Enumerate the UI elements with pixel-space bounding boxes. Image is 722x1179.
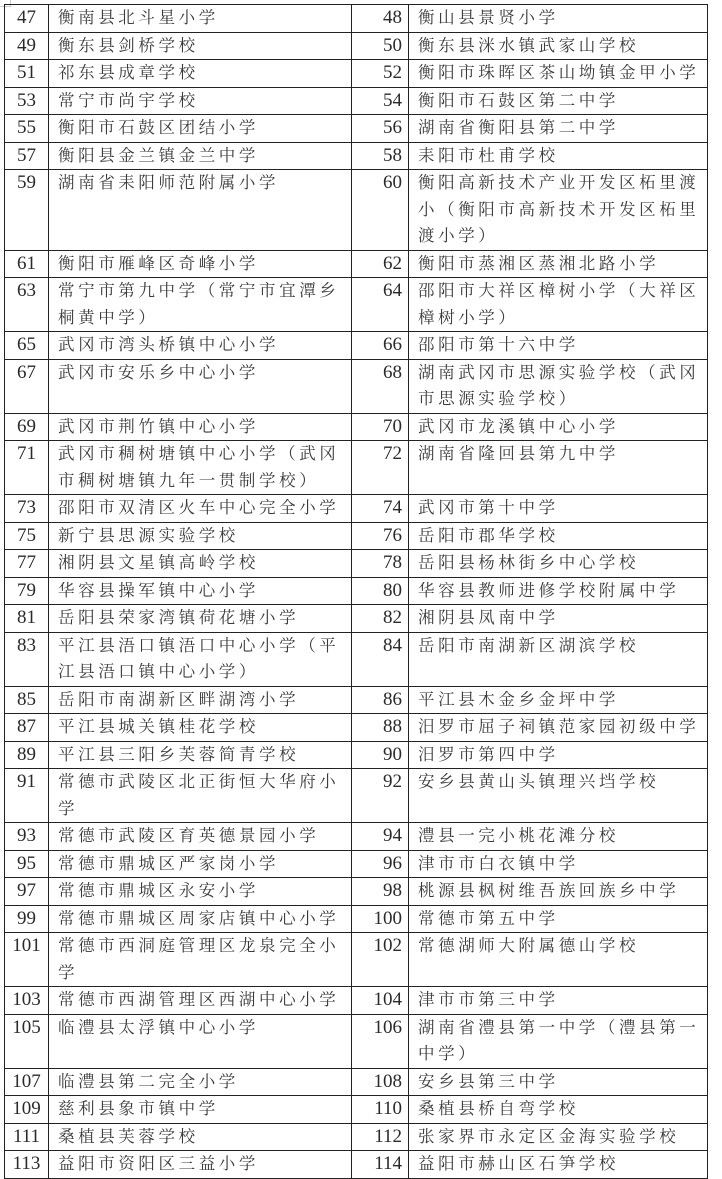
- right-number-cell: 112: [352, 1123, 409, 1151]
- right-school-name-cell: 汨罗市第四中学: [409, 741, 708, 769]
- table-row: [5, 632, 708, 686]
- left-number-cell: 79: [5, 577, 49, 605]
- left-school-name-cell: 湘阴县文星镇高岭学校: [49, 550, 352, 578]
- left-number-cell: 95: [5, 850, 49, 878]
- left-school-name-cell: 临澧县太浮镇中心小学: [49, 1014, 352, 1068]
- right-number-cell: 50: [352, 32, 409, 60]
- right-school-name-cell: 衡阳市蒸湘区蒸湘北路小学: [409, 250, 708, 278]
- right-school-name-cell: 岳阳县杨林街乡中心学校: [409, 550, 708, 578]
- table-row: [5, 522, 708, 550]
- right-school-name-cell: 衡阳高新技术产业开发区柘里渡小（衡阳市高新技术开发区柘里渡小学）: [409, 170, 708, 251]
- left-school-name-cell: 岳阳市南湖新区畔湖湾小学: [49, 686, 352, 714]
- right-school-name-cell: 华容县教师进修学校附属中学: [409, 577, 708, 605]
- right-number-cell: 106: [352, 1014, 409, 1068]
- left-number-cell: 49: [5, 32, 49, 60]
- left-school-name-cell: 武冈市荆竹镇中心小学: [49, 413, 352, 441]
- table-row: [5, 878, 708, 906]
- left-school-name-cell: 衡南县北斗星小学: [49, 5, 352, 33]
- right-number-cell: 70: [352, 413, 409, 441]
- right-school-name-cell: 益阳市赫山区石笋学校: [409, 1151, 708, 1179]
- table-row: [5, 1068, 708, 1096]
- table-row: [5, 933, 708, 987]
- left-number-cell: 51: [5, 60, 49, 88]
- right-school-name-cell: 桃源县枫树维吾族回族乡中学: [409, 878, 708, 906]
- right-number-cell: 86: [352, 686, 409, 714]
- left-number-cell: 47: [5, 5, 49, 33]
- left-number-cell: 107: [5, 1068, 49, 1096]
- table-row: [5, 278, 708, 332]
- right-school-name-cell: 汨罗市屈子祠镇范家园初级中学: [409, 714, 708, 742]
- table-row: [5, 87, 708, 115]
- right-number-cell: 66: [352, 332, 409, 360]
- left-number-cell: 99: [5, 905, 49, 933]
- left-number-cell: 73: [5, 495, 49, 523]
- left-number-cell: 109: [5, 1096, 49, 1124]
- right-number-cell: 48: [352, 5, 409, 33]
- right-school-name-cell: 津市市白衣镇中学: [409, 850, 708, 878]
- right-number-cell: 108: [352, 1068, 409, 1096]
- left-school-name-cell: 常德市鼎城区严家岗小学: [49, 850, 352, 878]
- left-school-name-cell: 平江县浯口镇浯口中心小学（平江县浯口镇中心小学）: [49, 632, 352, 686]
- table-row: [5, 413, 708, 441]
- right-number-cell: 104: [352, 987, 409, 1015]
- left-school-name-cell: 衡阳市石鼓区团结小学: [49, 115, 352, 143]
- left-number-cell: 93: [5, 823, 49, 851]
- right-school-name-cell: 岳阳市南湖新区湖滨学校: [409, 632, 708, 686]
- right-school-name-cell: 岳阳市郡华学校: [409, 522, 708, 550]
- left-school-name-cell: 常德市西洞庭管理区龙泉完全小学: [49, 933, 352, 987]
- right-school-name-cell: 桑植县桥自弯学校: [409, 1096, 708, 1124]
- right-number-cell: 76: [352, 522, 409, 550]
- table-row: [5, 142, 708, 170]
- table-row: [5, 1123, 708, 1151]
- table-row: [5, 441, 708, 495]
- left-school-name-cell: 武冈市安乐乡中心小学: [49, 359, 352, 413]
- left-number-cell: 97: [5, 878, 49, 906]
- left-number-cell: 61: [5, 250, 49, 278]
- table-row: [5, 359, 708, 413]
- left-number-cell: 53: [5, 87, 49, 115]
- table-row: [5, 850, 708, 878]
- left-number-cell: 65: [5, 332, 49, 360]
- table-row: [5, 1151, 708, 1179]
- right-number-cell: 58: [352, 142, 409, 170]
- table-row: [5, 115, 708, 143]
- left-school-name-cell: 衡东县剑桥学校: [49, 32, 352, 60]
- right-school-name-cell: 武冈市龙溪镇中心小学: [409, 413, 708, 441]
- left-school-name-cell: 武冈市湾头桥镇中心小学: [49, 332, 352, 360]
- right-school-name-cell: 常德湖师大附属德山学校: [409, 933, 708, 987]
- left-school-name-cell: 常德市武陵区育英德景园小学: [49, 823, 352, 851]
- table-row: [5, 714, 708, 742]
- right-number-cell: 64: [352, 278, 409, 332]
- table-row: [5, 1096, 708, 1124]
- right-number-cell: 96: [352, 850, 409, 878]
- right-school-name-cell: 湘阴县凤南中学: [409, 605, 708, 633]
- left-number-cell: 111: [5, 1123, 49, 1151]
- right-number-cell: 52: [352, 60, 409, 88]
- right-number-cell: 72: [352, 441, 409, 495]
- table-row: [5, 605, 708, 633]
- right-number-cell: 56: [352, 115, 409, 143]
- table-row: [5, 905, 708, 933]
- left-number-cell: 89: [5, 741, 49, 769]
- left-school-name-cell: 桑植县芙蓉学校: [49, 1123, 352, 1151]
- left-school-name-cell: 常宁市第九中学（常宁市宜潭乡桐黄中学）: [49, 278, 352, 332]
- left-school-name-cell: 岳阳县荣家湾镇荷花塘小学: [49, 605, 352, 633]
- left-number-cell: 85: [5, 686, 49, 714]
- table-body: [5, 5, 708, 1179]
- right-number-cell: 110: [352, 1096, 409, 1124]
- left-number-cell: 57: [5, 142, 49, 170]
- table-row: [5, 332, 708, 360]
- right-school-name-cell: 湖南省澧县第一中学（澧县第一中学）: [409, 1014, 708, 1068]
- left-number-cell: 105: [5, 1014, 49, 1068]
- left-school-name-cell: 华容县操军镇中心小学: [49, 577, 352, 605]
- left-number-cell: 87: [5, 714, 49, 742]
- right-number-cell: 98: [352, 878, 409, 906]
- right-school-name-cell: 衡山县景贤小学: [409, 5, 708, 33]
- right-school-name-cell: 安乡县黄山头镇理兴垱学校: [409, 769, 708, 823]
- right-number-cell: 80: [352, 577, 409, 605]
- right-school-name-cell: 衡阳市石鼓区第二中学: [409, 87, 708, 115]
- right-school-name-cell: 邵阳市第十六中学: [409, 332, 708, 360]
- left-number-cell: 113: [5, 1151, 49, 1179]
- right-school-name-cell: 澧县一完小桃花滩分校: [409, 823, 708, 851]
- left-number-cell: 91: [5, 769, 49, 823]
- left-school-name-cell: 祁东县成章学校: [49, 60, 352, 88]
- right-school-name-cell: 常德市第五中学: [409, 905, 708, 933]
- table-row: [5, 769, 708, 823]
- table-row: [5, 32, 708, 60]
- table-row: [5, 170, 708, 251]
- left-number-cell: 63: [5, 278, 49, 332]
- right-number-cell: 90: [352, 741, 409, 769]
- left-number-cell: 83: [5, 632, 49, 686]
- right-number-cell: 54: [352, 87, 409, 115]
- left-school-name-cell: 临澧县第二完全小学: [49, 1068, 352, 1096]
- left-number-cell: 75: [5, 522, 49, 550]
- left-number-cell: 71: [5, 441, 49, 495]
- left-school-name-cell: 衡阳县金兰镇金兰中学: [49, 142, 352, 170]
- table-row: [5, 577, 708, 605]
- table-row: [5, 987, 708, 1015]
- right-number-cell: 74: [352, 495, 409, 523]
- left-school-name-cell: 邵阳市双清区火车中心完全小学: [49, 495, 352, 523]
- right-school-name-cell: 衡阳市珠晖区茶山坳镇金甲小学: [409, 60, 708, 88]
- left-number-cell: 67: [5, 359, 49, 413]
- left-school-name-cell: 常德市鼎城区永安小学: [49, 878, 352, 906]
- left-number-cell: 81: [5, 605, 49, 633]
- left-school-name-cell: 慈利县象市镇中学: [49, 1096, 352, 1124]
- table-row: [5, 5, 708, 33]
- right-school-name-cell: 湖南省隆回县第九中学: [409, 441, 708, 495]
- table-row: [5, 823, 708, 851]
- left-number-cell: 77: [5, 550, 49, 578]
- right-number-cell: 92: [352, 769, 409, 823]
- right-number-cell: 82: [352, 605, 409, 633]
- left-school-name-cell: 湖南省耒阳师范附属小学: [49, 170, 352, 251]
- table-row: [5, 741, 708, 769]
- left-number-cell: 55: [5, 115, 49, 143]
- table-row: [5, 1014, 708, 1068]
- left-school-name-cell: 武冈市稠树塘镇中心小学（武冈市稠树塘镇九年一贯制学校）: [49, 441, 352, 495]
- left-school-name-cell: 平江县城关镇桂花学校: [49, 714, 352, 742]
- left-school-name-cell: 常德市武陵区北正街恒大华府小学: [49, 769, 352, 823]
- left-number-cell: 69: [5, 413, 49, 441]
- right-school-name-cell: 邵阳市大祥区樟树小学（大祥区樟树小学）: [409, 278, 708, 332]
- right-number-cell: 60: [352, 170, 409, 251]
- right-school-name-cell: 张家界市永定区金海实验学校: [409, 1123, 708, 1151]
- left-school-name-cell: 平江县三阳乡芙蓉简青学校: [49, 741, 352, 769]
- right-school-name-cell: 安乡县第三中学: [409, 1068, 708, 1096]
- left-number-cell: 59: [5, 170, 49, 251]
- right-school-name-cell: 平江县木金乡金坪中学: [409, 686, 708, 714]
- right-number-cell: 62: [352, 250, 409, 278]
- left-school-name-cell: 常德市鼎城区周家店镇中心小学: [49, 905, 352, 933]
- left-school-name-cell: 常宁市尚宇学校: [49, 87, 352, 115]
- table-row: [5, 686, 708, 714]
- right-number-cell: 88: [352, 714, 409, 742]
- right-school-name-cell: 湖南省衡阳县第二中学: [409, 115, 708, 143]
- right-number-cell: 102: [352, 933, 409, 987]
- right-number-cell: 114: [352, 1151, 409, 1179]
- right-school-name-cell: 津市市第三中学: [409, 987, 708, 1015]
- table-row: [5, 250, 708, 278]
- table-row: [5, 60, 708, 88]
- table-row: [5, 550, 708, 578]
- school-list-table: [4, 4, 708, 1179]
- right-number-cell: 94: [352, 823, 409, 851]
- right-number-cell: 78: [352, 550, 409, 578]
- left-number-cell: 101: [5, 933, 49, 987]
- left-number-cell: 103: [5, 987, 49, 1015]
- right-number-cell: 84: [352, 632, 409, 686]
- left-school-name-cell: 益阳市资阳区三益小学: [49, 1151, 352, 1179]
- right-school-name-cell: 武冈市第十中学: [409, 495, 708, 523]
- right-number-cell: 68: [352, 359, 409, 413]
- left-school-name-cell: 新宁县思源实验学校: [49, 522, 352, 550]
- right-number-cell: 100: [352, 905, 409, 933]
- left-school-name-cell: 常德市西湖管理区西湖中心小学: [49, 987, 352, 1015]
- left-school-name-cell: 衡阳市雁峰区奇峰小学: [49, 250, 352, 278]
- table-row: [5, 495, 708, 523]
- right-school-name-cell: 衡东县洣水镇武家山学校: [409, 32, 708, 60]
- right-school-name-cell: 耒阳市杜甫学校: [409, 142, 708, 170]
- right-school-name-cell: 湖南武冈市思源实验学校（武冈市思源实验学校）: [409, 359, 708, 413]
